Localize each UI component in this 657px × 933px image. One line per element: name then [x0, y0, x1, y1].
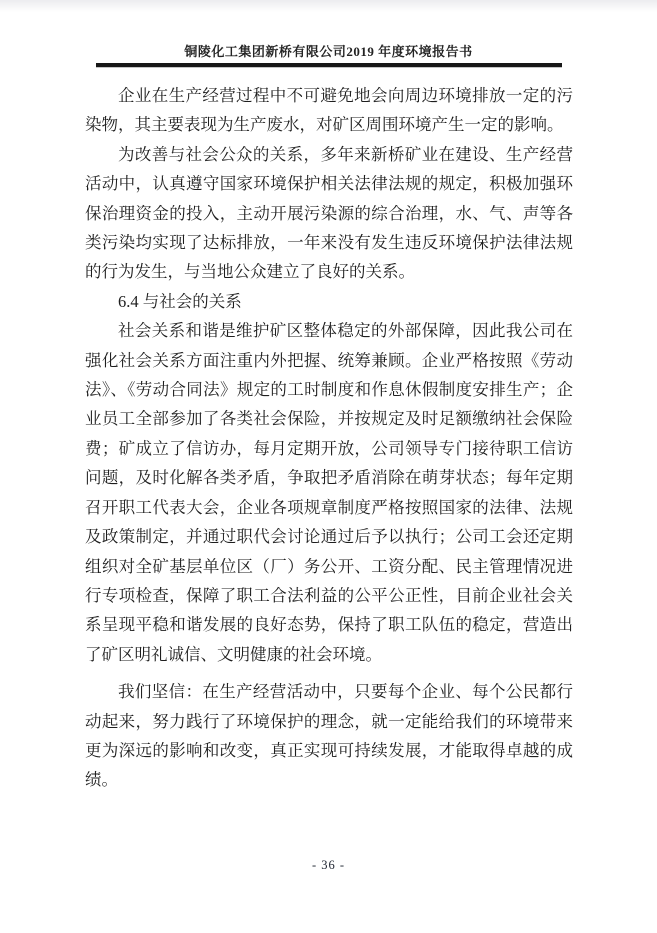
scan-edge-shade [0, 0, 657, 12]
page-number: - 36 - [311, 858, 346, 872]
paragraph-public-relations: 为改善与社会公众的关系，多年来新桥矿业在建设、生产经营活动中，认真遵守国家环境保护相关法律法规的规定，积极加强环保治理资金的投入，主动开展污染源的综合治理，水、气、声等各类污染均实现了达标排放，一年来没有发生违反环境保护法律法规的行为发生，与当地公众建立了良好的关系。 [85, 144, 573, 282]
paragraph-social-relations: 社会关系和谐是维护矿区整体稳定的外部保障，因此我公司在强化社会关系方面注重内外把握、统筹兼顾。企业严格按照《劳动法》、《劳动合同法》规定的工时制度和作息休假制度安排生产；企业员工全部参加了各类社会保险，并按规定及时足额缴纳社会保险费；矿成立了信访办，每月定期开放，公司领导专门接待职工信访问题，及时化解各类矛盾，争取把矛盾消除在萌芽状态；每年定期召开职工代表大会，企业各项规章制度严格按照国家的法律、法规及政策制定，并通过职代会讨论通过后予以执行；公司工会还定期组织对全矿基层单位区（厂）务公开、工资分配、民主管理情况进行专项检查，保障了职工合法利益的公平公正性，目前企业社会关系呈现平稳和谐发展的良好态势，保持了职工队伍的稳定，营造出了矿区明礼诚信、文明健康的社会环境。 [85, 321, 573, 664]
document-body [85, 81, 573, 795]
paragraph-closing-statement: 我们坚信：在生产经营活动中，只要每个企业、每个公民都行动起来，努力践行了环境保护的理念，就一定能给我们的环境带来更为深远的影响和改变，真正实现可持续发展，才能取得卓越的成绩。 [85, 682, 573, 790]
section-heading-6-4: 6.4 与社会的关系 [118, 291, 242, 311]
paragraph-pollution-impact: 企业在生产经营过程中不可避免地会向周边环境排放一定的污染物，其主要表现为生产废水，对矿区周围环境产生一定的影响。 [85, 86, 573, 135]
running-header-title: 铜陵化工集团新桥有限公司2019 年度环境报告书 [184, 44, 473, 59]
header-rule [96, 63, 562, 67]
